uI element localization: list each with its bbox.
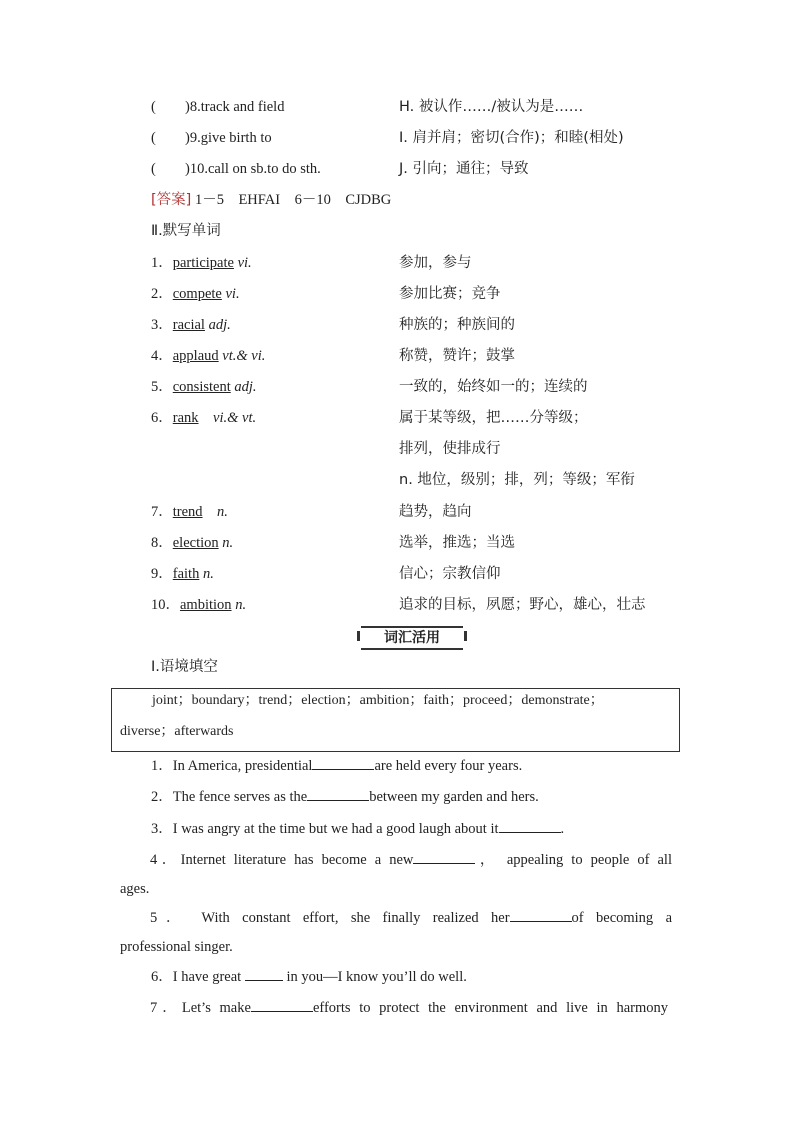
sentence-5 (150, 907, 672, 928)
sentence-text: between my garden and hers. (369, 789, 539, 805)
vocab-pos: vi. (237, 255, 252, 271)
vocab-num: 6． (151, 410, 173, 426)
answer-blank[interactable] (499, 818, 561, 833)
word-bank-line: joint；boundary；trend；election；ambition；faith；proceed；demonstrate； (152, 693, 604, 708)
sentence-1 (151, 755, 522, 776)
phrase: 8.track and field (189, 99, 285, 115)
vocab-num: 3． (151, 317, 173, 333)
sentence-text: 4．Internet literature has become a new (150, 852, 414, 868)
vocab-num: 7． (151, 504, 173, 520)
word-bank-box (111, 688, 680, 752)
vocab-meaning: 属于某等级，把……分等级； (399, 410, 588, 426)
sentence-text: in you—I know you’ll do well. (286, 969, 467, 985)
vocab-pos: n. (217, 504, 228, 520)
vocab-pos: n. (202, 566, 214, 582)
vocab-meaning: 信心；宗教信仰 (399, 566, 501, 582)
paren-open: ( (151, 161, 156, 177)
sentence-text: are held every four years. (374, 758, 523, 774)
section-banner (361, 626, 463, 650)
vocab-word: trend (172, 504, 203, 520)
phrase-meaning: J. 引向；通往；导致 (399, 161, 529, 177)
vocab-pos: vi.& vt. (213, 410, 257, 426)
vocab-word: applaud (172, 348, 219, 364)
vocab-num: 4． (151, 348, 173, 364)
vocab-num: 10． (151, 597, 180, 613)
vocab-meaning: 趋势，趋向 (399, 504, 472, 520)
sentence-text: of becoming a (571, 910, 673, 926)
vocab-pos: vt.& vi. (222, 348, 266, 364)
sentence-text: 5． With constant effort, she finally realized her (150, 910, 510, 926)
vocab-num: 8． (151, 535, 173, 551)
paren-close: ) (185, 161, 190, 177)
answer-blank[interactable] (510, 907, 572, 922)
vocab-meaning: 参加比赛；竞争 (399, 286, 501, 302)
vocab-meaning: 追求的目标，夙愿；野心，雄心，壮志 (399, 597, 646, 613)
sentence-6 (151, 966, 467, 987)
answer-line (151, 190, 391, 210)
sentence-text: 2．The fence serves as the (151, 789, 308, 805)
sentence-5-cont: professional singer. (120, 939, 233, 955)
sentence-4 (150, 849, 672, 870)
sentence-text: ， appealing to people of all (475, 852, 672, 868)
sentence-3 (151, 818, 564, 839)
vocab-word: ambition (180, 597, 232, 613)
vocab-meaning: 称赞，赞许；鼓掌 (399, 348, 515, 364)
answer-blank[interactable] (312, 755, 374, 770)
answer-blank[interactable] (307, 786, 369, 801)
phrase: 10.call on sb.to do sth. (189, 161, 321, 177)
vocab-num: 2． (151, 286, 173, 302)
vocab-num: 5． (151, 379, 173, 395)
paren-open: ( (151, 130, 156, 146)
phrase-meaning: I. 肩并肩；密切(合作)；和睦(相处) (399, 130, 624, 146)
vocab-pos: n. (235, 597, 247, 613)
vocab-num: 1． (151, 255, 173, 271)
vocab-word: compete (172, 286, 222, 302)
vocab-meaning: 一致的，始终如一的；连续的 (399, 379, 588, 395)
vocab-pos: adj. (208, 317, 231, 333)
paren-close: ) (185, 130, 190, 146)
answer-tag: [答案] (151, 192, 192, 208)
sentence-text: efforts to protect the environment and live in harmony (312, 1000, 668, 1016)
sentence-7 (150, 997, 668, 1018)
banner-title: 词汇活用 (384, 630, 440, 646)
vocab-word: racial (172, 317, 205, 333)
vocab-pos: n. (222, 535, 234, 551)
vocab-meaning: 参加，参与 (399, 255, 472, 271)
answer-blank[interactable] (413, 849, 475, 864)
paren-close: ) (185, 99, 190, 115)
vocab-word: rank (172, 410, 199, 426)
phrase: 9.give birth to (189, 130, 272, 146)
vocab-word: election (172, 535, 219, 551)
sentence-text: 6．I have great (151, 969, 242, 985)
vocab-num: 9． (151, 566, 173, 582)
vocab-pos: adj. (234, 379, 257, 395)
sentence-text: 7．Let’s make (150, 1000, 251, 1016)
phrase-meaning: H. 被认作……/被认为是…… (399, 99, 584, 115)
paren-open: ( (151, 99, 156, 115)
vocab-word: consistent (172, 379, 231, 395)
vocab-meaning: 种族的；种族间的 (399, 317, 515, 333)
vocab-meaning: 排列，使排成行 (399, 441, 501, 457)
fill-section-title: Ⅰ.语境填空 (151, 659, 218, 675)
answer-blank[interactable] (251, 997, 313, 1012)
word-bank-line: diverse；afterwards (120, 724, 234, 739)
sentence-text: 3．I was angry at the time but we had a good laugh about it (151, 821, 499, 837)
sentence-text: . (560, 821, 565, 837)
sentence-4-cont: ages. (120, 881, 150, 897)
sentence-text: 1．In America, presidential (151, 758, 313, 774)
vocab-word: participate (172, 255, 234, 271)
answer-text: 1－5 EHFAI 6－10 CJDBG (194, 192, 392, 208)
vocab-pos: vi. (225, 286, 240, 302)
vocab-meaning: 选举，推选；当选 (399, 535, 515, 551)
answer-blank[interactable] (245, 966, 283, 981)
vocab-meaning: n. 地位，级别；排，列；等级；军衔 (399, 472, 635, 488)
vocab-word: faith (172, 566, 200, 582)
sentence-2 (151, 786, 539, 807)
section-title: Ⅱ.默写单词 (151, 223, 221, 239)
